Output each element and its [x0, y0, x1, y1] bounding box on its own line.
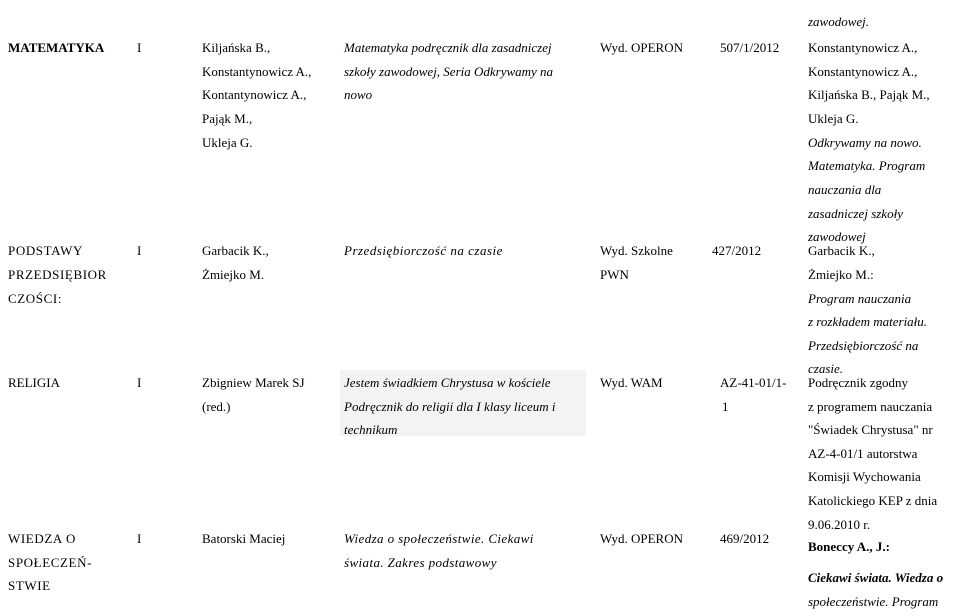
program-line: Garbacik K., [808, 243, 875, 258]
title-line: Jestem świadkiem Chrystusa w kościele [344, 375, 551, 390]
title-line: Podręcznik do religii dla I klasy liceum i [344, 399, 556, 414]
title-line: Przedsiębiorczość na czasie [344, 243, 503, 258]
author-line: Pająk M., [202, 111, 253, 126]
program-line: 9.06.2010 r. [808, 517, 871, 532]
author-line: Zbigniew Marek SJ [202, 375, 305, 390]
author-line: (red.) [202, 399, 231, 414]
program-line: Ciekawi świata. Wiedza o [808, 570, 944, 585]
approval-number: 469/2012 [720, 531, 770, 546]
subject-cell: PODSTAWY [8, 243, 83, 258]
program-line: Ukleja G. [808, 111, 859, 126]
level-cell: I [137, 375, 142, 390]
author-line: Garbacik K., [202, 243, 269, 258]
program-line: Przedsiębiorczość na [808, 338, 919, 353]
program-line: "Świadek Chrystusa" nr [808, 422, 933, 437]
program-line: Konstantynowicz A., [808, 64, 918, 79]
program-line: nauczania dla [808, 182, 882, 197]
level-cell: I [137, 243, 142, 258]
subject-cell: MATEMATYKA [8, 40, 105, 55]
title-line: Matematyka podręcznik dla zasadniczej [344, 40, 552, 55]
subject-cell: RELIGIA [8, 375, 60, 390]
title-line: technikum [344, 422, 398, 437]
author-line: Żmiejko M. [202, 267, 265, 282]
subject-cell: SPOŁECZEŃ- [8, 555, 92, 570]
title-line: nowo [344, 87, 373, 102]
approval-number: 507/1/2012 [720, 40, 780, 55]
program-line: AZ-4-01/1 autorstwa [808, 446, 918, 461]
program-line: Boneccy A., J.: [808, 539, 890, 554]
program-line: Kiljańska B., Pająk M., [808, 87, 930, 102]
publisher-line: Wyd. WAM [600, 375, 663, 390]
program-line: Komisji Wychowania [808, 469, 921, 484]
author-line: Ukleja G. [202, 135, 253, 150]
level-cell: I [137, 531, 142, 546]
program-line: Matematyka. Program [808, 158, 926, 173]
subject-cell: WIEDZA O [8, 531, 76, 546]
approval-number: 427/2012 [712, 243, 762, 258]
program-line: zawodowej [808, 229, 866, 244]
program-line: czasie. [808, 361, 844, 376]
publisher-line: Wyd. Szkolne [600, 243, 673, 258]
author-line: Batorski Maciej [202, 531, 286, 546]
program-line: Podręcznik zgodny [808, 375, 909, 390]
title-line: świata. Zakres podstawowy [344, 555, 497, 570]
author-line: Kontantynowicz A., [202, 87, 307, 102]
level-cell: I [137, 40, 142, 55]
author-line: Kiljańska B., [202, 40, 271, 55]
title-line: Wiedza o społeczeństwie. Ciekawi [344, 531, 534, 546]
program-line: Odkrywamy na nowo. [808, 135, 922, 150]
subject-cell: PRZEDSIĘBIOR [8, 267, 107, 282]
program-line: z rozkładem materiału. [808, 314, 928, 329]
approval-number: AZ-41-01/1- [720, 375, 787, 390]
program-line: Katolickiego KEP z dnia [808, 493, 938, 508]
program-line: Program nauczania [808, 291, 912, 306]
program-line: Konstantynowicz A., [808, 40, 918, 55]
approval-number: 1 [722, 399, 729, 414]
program-line: z programem nauczania [808, 399, 933, 414]
program-line: społeczeństwie. Program [808, 594, 939, 609]
program-line: Żmiejko M.: [808, 267, 874, 282]
subject-cell: STWIE [8, 578, 51, 593]
publisher-line: Wyd. OPERON [600, 531, 683, 546]
author-line: Konstantynowicz A., [202, 64, 312, 79]
publisher-line: PWN [600, 267, 629, 282]
top-note: zawodowej. [808, 14, 870, 29]
publisher-line: Wyd. OPERON [600, 40, 683, 55]
subject-cell: CZOŚCI: [8, 291, 63, 306]
title-line: szkoły zawodowej, Seria Odkrywamy na [344, 64, 554, 79]
program-line: zasadniczej szkoły [808, 206, 903, 221]
